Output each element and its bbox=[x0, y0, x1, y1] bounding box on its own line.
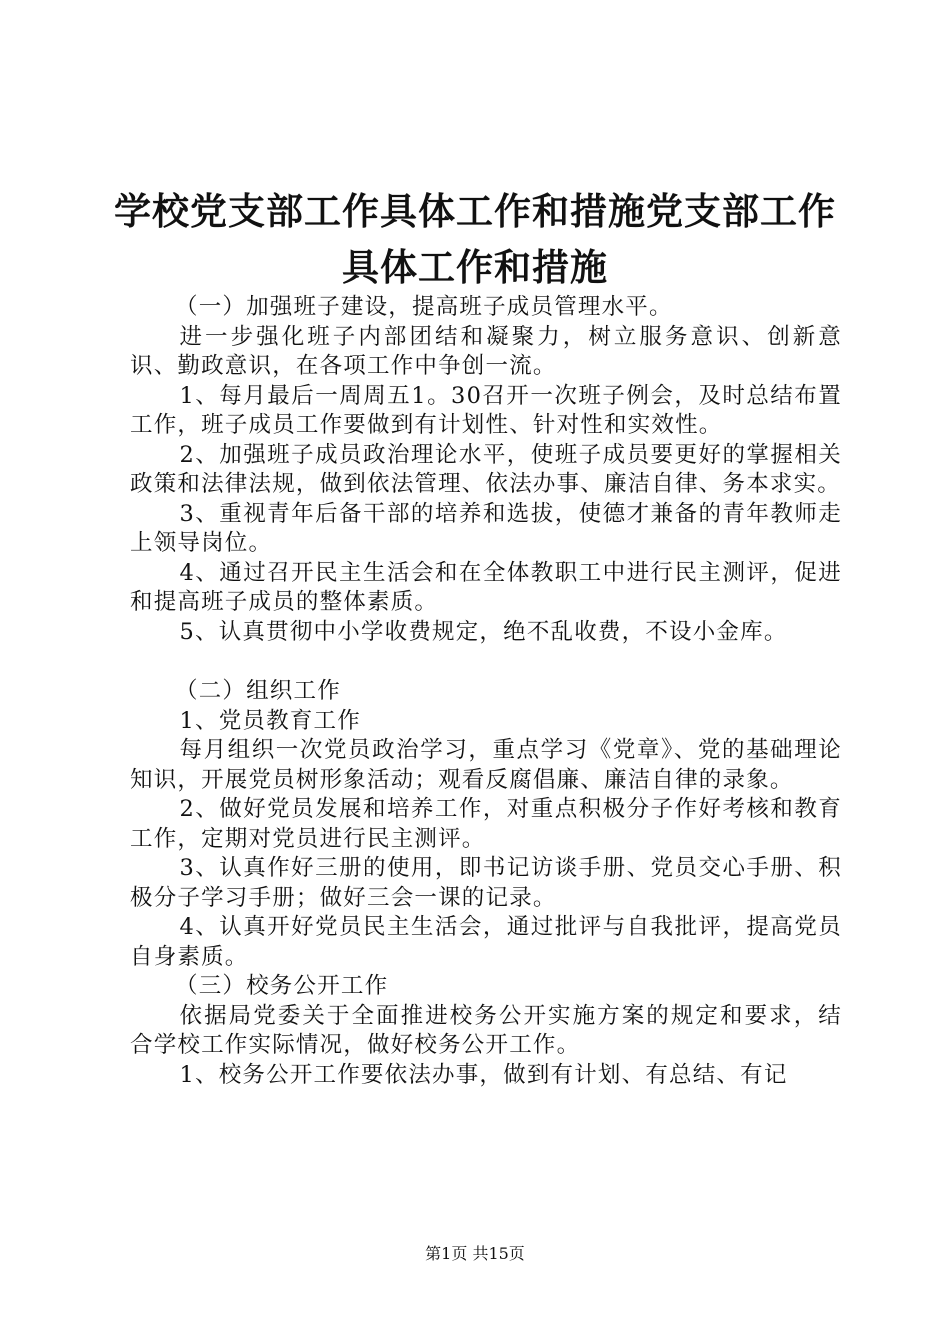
list-item: 3、重视青年后备干部的培养和选拔，使德才兼备的青年教师走上领导岗位。 bbox=[130, 500, 842, 556]
page-footer: 第1页 共15页 bbox=[425, 1244, 525, 1263]
list-item: 4、认真开好党员民主生活会，通过批评与自我批评，提高党员自身素质。 bbox=[130, 914, 842, 970]
paragraph: 进一步强化班子内部团结和凝聚力，树立服务意识、创新意识、勤政意识，在各项工作中争创一流。 bbox=[130, 323, 842, 379]
paragraph: 每月组织一次党员政治学习，重点学习《党章》、党的基础理论知识，开展党员树形象活动；观看反腐倡廉、廉洁自律的录象。 bbox=[130, 737, 842, 793]
section-heading-1: （一）加强班子建设，提高班子成员管理水平。 bbox=[175, 294, 673, 320]
list-item: 1、校务公开工作要依法办事，做到有计划、有总结、有记 bbox=[179, 1061, 788, 1088]
list-item: 2、加强班子成员政治理论水平，使班子成员要更好的掌握相关政策和法律法规，做到依法管理、依法办事、廉洁自律、务本求实。 bbox=[130, 441, 842, 497]
document-title: 学校党支部工作具体工作和措施党支部工作具体工作和措施 bbox=[114, 189, 836, 289]
list-item: 5、认真贯彻中小学收费规定，绝不乱收费，不设小金库。 bbox=[179, 618, 788, 645]
section-heading-2: （二）组织工作 bbox=[175, 678, 341, 704]
list-item: 2、做好党员发展和培养工作，对重点积极分子作好考核和教育工作，定期对党员进行民主测评。 bbox=[130, 796, 842, 852]
paragraph-gap bbox=[130, 647, 842, 677]
subsection-heading: 1、党员教育工作 bbox=[179, 707, 361, 734]
list-item: 1、每月最后一周周五1。30召开一次班子例会，及时总结布置工作，班子成员工作要做到有计划性、针对性和实效性。 bbox=[130, 382, 842, 438]
list-item: 3、认真作好三册的使用，即书记访谈手册、党员交心手册、积极分子学习手册；做好三会一课的记录。 bbox=[130, 855, 842, 911]
paragraph: 依据局党委关于全面推进校务公开实施方案的规定和要求，结合学校工作实际情况，做好校务公开工作。 bbox=[130, 1002, 842, 1058]
document-body bbox=[130, 293, 842, 1090]
list-item: 4、通过召开民主生活会和在全体教职工中进行民主测评，促进和提高班子成员的整体素质。 bbox=[130, 559, 842, 615]
section-heading-3: （三）校务公开工作 bbox=[175, 973, 389, 999]
